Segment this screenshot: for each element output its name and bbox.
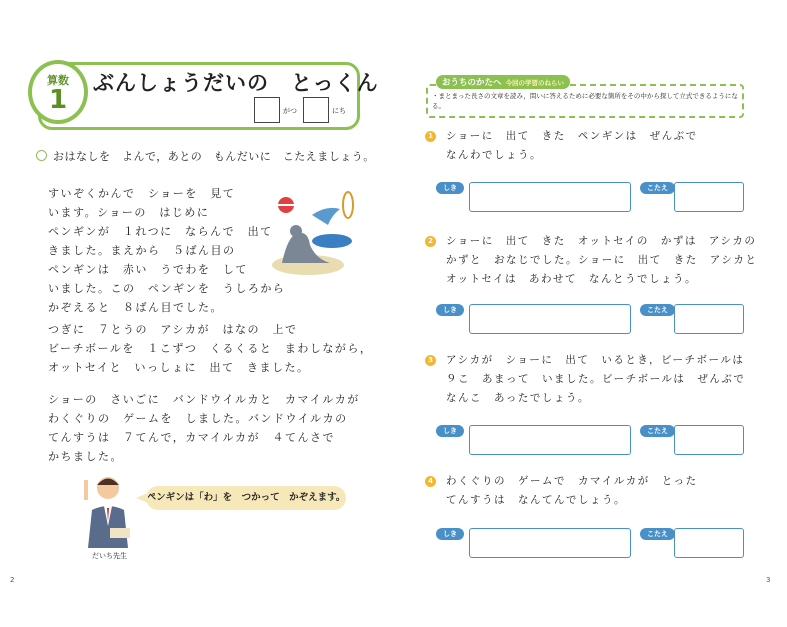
question-number-4: 4 [425, 476, 436, 487]
day-label: にち [332, 107, 346, 115]
final-answer-box-1[interactable] [674, 182, 744, 212]
instruction [36, 148, 375, 164]
day-input-box[interactable] [303, 97, 329, 123]
question-text-4: わくぐりの ゲームで カマイルカが とった てんすうは なんてんでしょう。 [446, 475, 698, 506]
kotae-label-3: こたえ [640, 425, 675, 437]
question-number-2: 2 [425, 236, 436, 247]
lesson-number: 1 [48, 85, 68, 115]
parent-guide-tab [436, 75, 570, 89]
guide-subtitle: 今回の学習のねらい [505, 79, 565, 87]
story-paragraph-1: すいぞくかんで ショーを 見て います。ショーの はじめに ペンギンが １れつに ならんで 出て きました。まえから ５ばん目の ペンギンは 赤い うでわを して いました。この ペンギンを うしろから かぞえると ８ばん目でした。 [48, 187, 286, 314]
kotae-label-1: こたえ [640, 182, 675, 194]
sea-lion-show-illustration [268, 185, 360, 280]
page-number-left: 2 [10, 576, 15, 584]
month-input-box[interactable] [254, 97, 280, 123]
shiki-label-2: しき [436, 304, 464, 316]
lesson-badge [28, 60, 88, 124]
final-answer-box-2[interactable] [674, 304, 744, 334]
question-number-1: 1 [425, 131, 436, 142]
formula-answer-box-1[interactable] [469, 182, 631, 212]
shiki-label-3: しき [436, 425, 464, 437]
kotae-label-2: こたえ [640, 304, 675, 316]
guide-title: おうちのかたへ [442, 78, 502, 88]
speech-bubble: ペンギンは「わ」を つかって かぞえます。 [146, 486, 346, 510]
formula-answer-box-2[interactable] [469, 304, 631, 334]
page-number-right: 3 [766, 576, 771, 584]
question-text-1: ショーに 出て きた ペンギンは ぜんぶで なんわでしょう。 [446, 130, 698, 161]
question-text-2: ショーに 出て きた オットセイの かずは アシカの かずと おなじでした。ショーに 出て きた アシカと オットセイは あわせて なんとうでしょう。 [446, 235, 758, 285]
teacher-illustration [78, 470, 142, 552]
kotae-label-4: こたえ [640, 528, 675, 540]
final-answer-box-3[interactable] [674, 425, 744, 455]
question-text-3: アシカが ショーに 出て いるとき，ビーチボールは ９こ あまって いました。ビーチボールは ぜんぶで なんこ あったでしょう。 [446, 354, 746, 404]
question-number-3: 3 [425, 355, 436, 366]
final-answer-box-4[interactable] [674, 528, 744, 558]
shiki-label-4: しき [436, 528, 464, 540]
subject-label: 算数 [47, 74, 69, 87]
instruction-text: おはなしを よんで，あとの もんだいに こたえましょう。 [53, 150, 375, 163]
formula-answer-box-3[interactable] [469, 425, 631, 455]
shiki-label-1: しき [436, 182, 464, 194]
bullet-circle-icon [36, 150, 47, 161]
formula-answer-box-4[interactable] [469, 528, 631, 558]
guide-text: ・まとまった長さの文章を読み，問いに答えるために必要な箇所をその中から探して立式できるようになる。 [432, 92, 738, 110]
page-title: ぶんしょうだいの とっくん [93, 71, 379, 95]
story-paragraph-3: ショーの さいごに バンドウイルカと カマイルカが わくぐりの ゲームを しました。バンドウイルカの てんすうは ７てんで，カマイルカが ４てんさで かちました。 [48, 393, 360, 463]
month-label: がつ [283, 107, 297, 115]
teacher-name: だいち先生 [92, 552, 127, 560]
story-paragraph-2: つぎに ７とうの アシカが はなの 上で ビーチボールを １こずつ くるくると まわしながら， オットセイと いっしょに 出て きました。 [48, 323, 373, 374]
